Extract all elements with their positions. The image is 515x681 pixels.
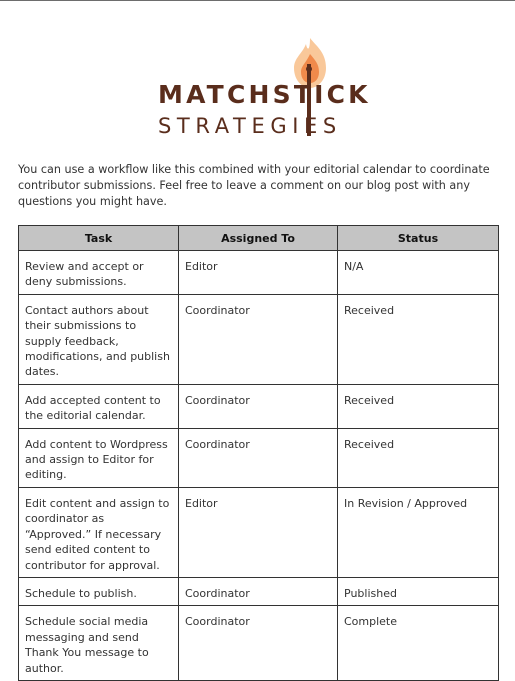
task-cell: Edit content and assign to coordinator as “Approved.” If necessary send edited content to contributor for approval. — [19, 487, 179, 577]
intro-paragraph: You can use a workflow like this combined with your editorial calendar to coordinate contributor submissions. Feel free to leave a comment on our blog post with any questions you might have. — [18, 163, 490, 208]
assigned-cell: Coordinator — [179, 606, 338, 681]
table-row — [19, 251, 499, 295]
task-cell: Schedule social media messaging and send Thank You message to author. — [19, 606, 179, 681]
table-row — [19, 487, 499, 577]
assigned-cell: Coordinator — [179, 577, 338, 605]
status-cell: Received — [338, 384, 499, 428]
table-row — [19, 606, 499, 681]
status-cell: Complete — [338, 606, 499, 681]
task-cell: Add accepted content to the editorial calendar. — [19, 384, 179, 428]
table-header-row — [19, 226, 499, 251]
table-row — [19, 294, 499, 384]
workflow-table — [18, 225, 499, 681]
task-cell: Schedule to publish. — [19, 577, 179, 605]
assigned-cell: Coordinator — [179, 428, 338, 487]
header-assigned-to: Assigned To — [179, 226, 338, 251]
header-task: Task — [19, 226, 179, 251]
logo-wordmark-bottom: STRATEGIES — [158, 114, 342, 138]
header-status: Status — [338, 226, 499, 251]
matchstick-strategies-logo — [158, 36, 371, 140]
assigned-cell: Coordinator — [179, 384, 338, 428]
assigned-cell: Editor — [179, 487, 338, 577]
task-cell: Review and accept or deny submissions. — [19, 251, 179, 295]
table-row — [19, 384, 499, 428]
table-row — [19, 577, 499, 605]
task-cell: Add content to Wordpress and assign to Editor for editing. — [19, 428, 179, 487]
table-row — [19, 428, 499, 487]
assigned-cell: Editor — [179, 251, 338, 295]
status-cell: In Revision / Approved — [338, 487, 499, 577]
assigned-cell: Coordinator — [179, 294, 338, 384]
logo-wordmark-top: MATCHSTICK — [158, 80, 371, 109]
task-cell: Contact authors about their submissions to supply feedback, modifications, and publish dates. — [19, 294, 179, 384]
top-divider — [0, 0, 515, 1]
status-cell: Received — [338, 428, 499, 487]
status-cell: Published — [338, 577, 499, 605]
status-cell: Received — [338, 294, 499, 384]
status-cell: N/A — [338, 251, 499, 295]
